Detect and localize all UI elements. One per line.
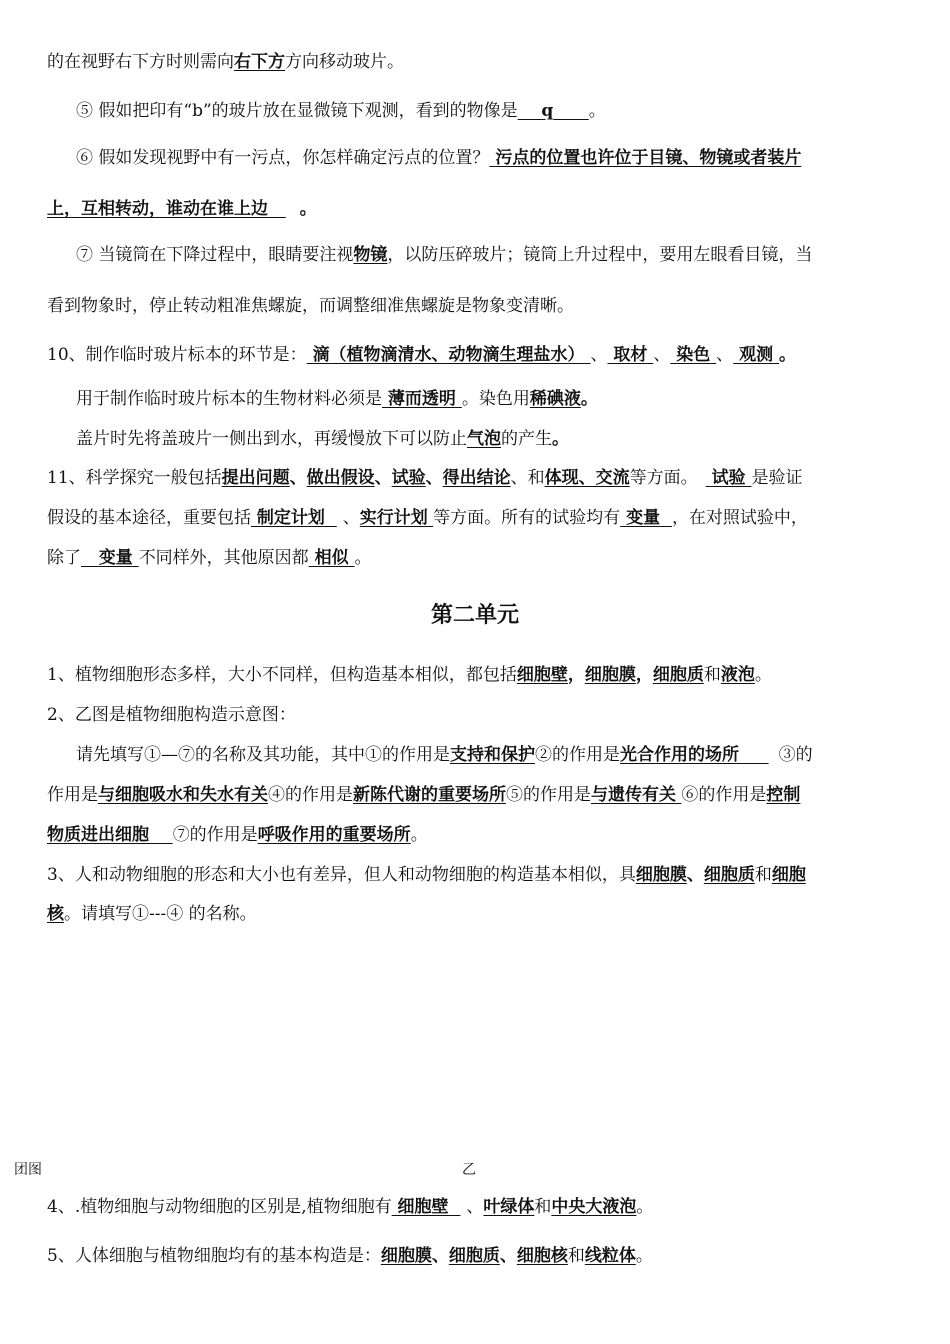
answer-blank: 核 (47, 904, 64, 924)
answer-blank: 控制 (766, 785, 801, 805)
answer-blank: 试验 (391, 468, 426, 488)
answer-blank: 滴（植物滴清水、动物滴生理盐水） (312, 345, 585, 365)
text-line: 假设的基本途径，重要包括 制定计划 、实行计划 等方面。所有的试验均有 变量 ，在对照试验中， (47, 508, 808, 528)
figure-caption-left: 团图 (14, 1162, 42, 1178)
text-line: 请先填写①—⑦的名称及其功能，其中①的作用是支持和保护②的作用是光合作用的场所 ③的 (76, 745, 813, 765)
answer-blank: 中央大液泡 (551, 1197, 637, 1217)
answer-blank: 与遗传有关 (591, 785, 676, 805)
answer-blank: 细胞 (771, 865, 806, 885)
text-line: 11、科学探究一般包括提出问题、做出假设、试验、得出结论、和体现、交流等方面。 试验 是验证 (47, 468, 803, 488)
text-line: 5、人体细胞与植物细胞均有的基本构造是：细胞膜、细胞质、细胞核和线粒体。 (47, 1246, 653, 1266)
answer-blank: 薄而透明 (387, 389, 456, 409)
answer-blank: 细胞壁 (516, 665, 568, 685)
answer-blank: 染色 (676, 345, 711, 365)
answer-blank: 细胞质 (652, 665, 704, 685)
answer-blank: 细胞质 (703, 865, 755, 885)
answer-blank: 做出假设 (306, 468, 375, 488)
answer-blank: 光合作用的场所 (620, 745, 739, 765)
answer-blank: 细胞膜 (635, 865, 687, 885)
answer-blank: 实行计划 (359, 508, 428, 528)
text-line: 盖片时先将盖玻片一侧出到水，再缓慢放下可以防止气泡的产生。 (76, 429, 569, 449)
answer-blank: 新陈代谢的重要场所 (353, 785, 506, 805)
text-line: 3、人和动物细胞的形态和大小也有差异，但人和动物细胞的构造基本相似，具细胞膜、细胞质和细胞 (47, 865, 806, 885)
answer-blank: 细胞膜 (584, 665, 636, 685)
text-line: 核。请填写①---④ 的名称。 (47, 904, 257, 924)
text-line: 4、.植物细胞与动物细胞的区别是,植物细胞有 细胞壁 、叶绿体和中央大液泡。 (47, 1197, 654, 1217)
answer-blank: 变量 (626, 508, 661, 528)
answer-blank: 细胞膜 (380, 1246, 432, 1266)
text-line: 看到物象时，停止转动粗准焦螺旋，而调整细准焦螺旋是物象变清晰。 (47, 296, 574, 316)
answer-blank: 制定计划 (256, 508, 325, 528)
text-line: 作用是与细胞吸水和失水有关④的作用是新陈代谢的重要场所⑤的作用是与遗传有关 ⑥的作用是控制 (47, 785, 801, 805)
text-line: 的在视野右下方时则需向右下方方向移动玻片。 (47, 52, 404, 72)
figure-caption-right: 乙 (462, 1162, 476, 1178)
answer-blank: 物镜 (353, 245, 388, 265)
answer-blank: 相似 (314, 548, 349, 568)
text-line: ⑥ 假如发现视野中有一污点，你怎样确定污点的位置？ 污点的位置也许位于目镜、物镜或者装片 (76, 148, 802, 168)
answer-blank: 液泡 (720, 665, 755, 685)
answer-blank: 观测 (739, 345, 774, 365)
text-line: 除了 变量 不同样外，其他原因都 相似 。 (47, 548, 372, 568)
answer-blank: 物质进出细胞 (47, 825, 149, 845)
unit-title: 第二单元 (430, 602, 519, 628)
answer-blank: 线粒体 (584, 1246, 636, 1266)
answer-blank: 细胞核 (516, 1246, 568, 1266)
answer-blank: 右下方 (234, 52, 285, 72)
text-line: 用于制作临时玻片标本的生物材料必须是 薄而透明 。染色用稀碘液。 (76, 389, 598, 409)
answer-blank: 提出问题 (221, 468, 290, 488)
answer-blank: 细胞壁 (397, 1197, 449, 1217)
text-line: 1、植物细胞形态多样，大小不同样，但构造基本相似，都包括细胞壁，细胞膜，细胞质和液泡。 (47, 665, 772, 685)
answer-blank: 变量 (98, 548, 133, 568)
text-line: 2、乙图是植物细胞构造示意图： (47, 705, 296, 725)
answer-blank: 叶绿体 (483, 1197, 535, 1217)
text-line: ⑤ 假如把印有“b”的玻片放在显微镜下观测，看到的物像是 q 。 (76, 101, 606, 121)
answer-blank: 与细胞吸水和失水有关 (98, 785, 268, 805)
answer-blank: 上，互相转动，谁动在谁上边 (47, 199, 268, 219)
answer-blank: 气泡 (467, 429, 501, 449)
answer-blank: 呼吸作用的重要场所 (257, 825, 411, 845)
answer-blank: 细胞质 (448, 1246, 500, 1266)
answer-blank: 污点的位置也许位于目镜、物镜或者装片 (495, 148, 802, 168)
answer-blank: q (541, 101, 554, 121)
answer-blank: 得出结论 (442, 468, 511, 488)
answer-blank: 体现、交流 (544, 468, 630, 488)
text-line: 10、制作临时玻片标本的环节是： 滴（植物滴清水、动物滴生理盐水） 、 取材 、 染色 、 观测 。 (47, 345, 797, 365)
answer-blank: 支持和保护 (450, 745, 535, 765)
answer-blank: 试验 (711, 468, 746, 488)
text-line: 上，互相转动，谁动在谁上边 。 (47, 199, 317, 219)
text-line: ⑦ 当镜筒在下降过程中，眼睛要注视物镜，以防压碎玻片；镜筒上升过程中，要用左眼看目镜，当 (76, 245, 813, 265)
text-line: 物质进出细胞 ⑦的作用是呼吸作用的重要场所。 (47, 825, 428, 845)
answer-blank: 稀碘液 (529, 389, 581, 409)
answer-blank: 取材 (613, 345, 648, 365)
